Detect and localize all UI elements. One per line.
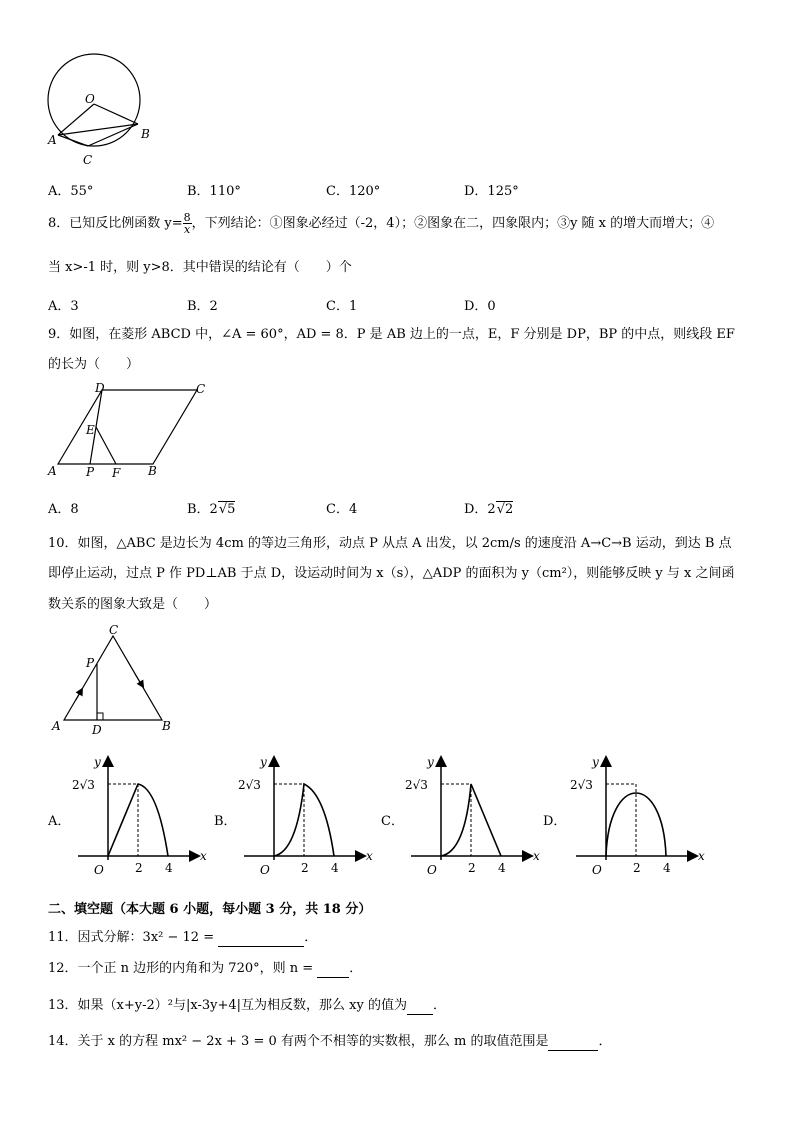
q8-prefix: 8．已知反比例函数 y= — [48, 216, 183, 231]
label-e: E — [86, 423, 95, 437]
q9-option-d-radical: √2 — [496, 502, 514, 517]
y-axis-label: y — [592, 755, 599, 769]
q9-option-d-label: D．2 — [464, 502, 496, 517]
q9-line1: 9．如图，在菱形 ABCD 中，∠A = 60°，AD = 8．P 是 AB 边上的一点，E，F 分别是 DP，BP 的中点，则线段 EF — [48, 327, 735, 342]
q9-line2: 的长为（ ） — [48, 357, 140, 372]
label-o: O — [85, 92, 95, 106]
label-f: F — [112, 466, 121, 480]
arrow-ac — [76, 691, 81, 700]
graph-a-label: A． — [48, 814, 71, 829]
triangle-figure — [48, 622, 188, 738]
label-p: P — [86, 465, 95, 479]
origin-label: O — [592, 863, 602, 877]
label-b: B — [148, 464, 157, 478]
section-title: 二、填空题（本大题 6 小题，每小题 3 分，共 18 分） — [48, 902, 372, 917]
q7-option-d: D．125° — [464, 184, 519, 199]
q8-rest: ，下列结论：①图象必经过（-2，4）；②图象在二，四象限内；③y 随 x 的增大而增大；④ — [191, 216, 715, 231]
x-tick-2: 2 — [135, 861, 143, 875]
q13-answer-blank — [407, 998, 433, 1015]
q8-denominator: x — [184, 223, 191, 236]
q14-end: ． — [598, 1034, 612, 1049]
label-c: C — [109, 623, 119, 637]
label-a: A — [48, 133, 57, 147]
q11-answer-blank — [218, 930, 304, 947]
q14 — [48, 1034, 612, 1051]
q12-answer-blank — [317, 961, 349, 978]
q11-text: 11．因式分解：3x² − 12 = — [48, 930, 219, 945]
segment-ob — [94, 104, 138, 124]
x-tick-4: 4 — [663, 861, 671, 875]
segment-ef — [96, 427, 116, 464]
q9-option-a: A．8 — [48, 502, 79, 517]
graph-d-label: D． — [543, 814, 567, 829]
y-axis-label: y — [94, 755, 101, 769]
q7-option-c: C．120° — [326, 184, 381, 199]
label-c: C — [83, 153, 93, 167]
q8-option-d: D．0 — [464, 299, 496, 314]
q10-line2: 即停止运动，过点 P 作 PD⊥AB 于点 D，设运动时间为 x（s），△ADP 的面积为 y（cm²），则能够反映 y 与 x 之间函 — [48, 566, 735, 581]
q13 — [48, 998, 446, 1015]
q9-option-d — [464, 498, 513, 517]
y-mark-label: 2√3 — [570, 778, 593, 792]
q9-option-b — [187, 498, 235, 517]
x-tick-2: 2 — [633, 861, 641, 875]
q8-line1 — [48, 212, 714, 235]
label-p: P — [86, 656, 95, 670]
x-tick-4: 4 — [498, 861, 506, 875]
rhombus-figure — [44, 378, 224, 480]
y-axis-label: y — [260, 755, 267, 769]
q12-text: 12．一个正 n 边形的内角和为 720°，则 n = — [48, 961, 318, 976]
label-b: B — [162, 719, 171, 733]
x-axis-label: x — [698, 849, 705, 863]
q8-option-c: C．1 — [326, 299, 358, 314]
label-d: D — [92, 723, 102, 737]
label-a: A — [52, 719, 61, 733]
x-tick-2: 2 — [301, 861, 309, 875]
y-mark-label: 2√3 — [405, 778, 428, 792]
label-a: A — [48, 464, 57, 478]
x-axis-label: x — [200, 849, 207, 863]
q11-end: ． — [304, 930, 318, 945]
graph-b — [230, 754, 380, 882]
arrow-cb — [135, 674, 142, 685]
q14-text: 14．关于 x 的方程 mx² − 2x + 3 = 0 有两个不相等的实数根，那么 m 的取值范围是 — [48, 1034, 549, 1049]
origin-label: O — [260, 863, 270, 877]
origin-label: O — [94, 863, 104, 877]
x-tick-2: 2 — [468, 861, 476, 875]
x-tick-4: 4 — [165, 861, 173, 875]
q9-option-b-label: B．2 — [187, 502, 218, 517]
graph-c-label: C． — [381, 814, 404, 829]
q13-end: ． — [432, 998, 446, 1013]
label-c: C — [196, 382, 206, 396]
q9-option-b-radicand: 5 — [227, 502, 236, 517]
q12 — [48, 961, 362, 978]
origin-label: O — [427, 863, 437, 877]
q9-option-d-radicand: 2 — [505, 502, 514, 517]
q12-end: ． — [349, 961, 363, 976]
label-d: D — [95, 381, 105, 395]
q8-fraction — [183, 212, 192, 235]
q8-option-b: B．2 — [187, 299, 218, 314]
q11 — [48, 930, 317, 947]
label-b: B — [141, 127, 150, 141]
y-mark-label: 2√3 — [72, 778, 95, 792]
q13-text: 13．如果（x+y-2）²与|x-3y+4|互为相反数，那么 xy 的值为 — [48, 998, 407, 1013]
q10-line1: 10．如图，△ABC 是边长为 4cm 的等边三角形，动点 P 从点 A 出发，以 2cm/s 的速度沿 A→C→B 运动，到达 B 点 — [48, 536, 732, 551]
y-axis-label: y — [427, 755, 434, 769]
graph-d — [562, 754, 712, 882]
x-axis-label: x — [533, 849, 540, 863]
triangle-abc — [64, 636, 162, 720]
q8-option-a: A．3 — [48, 299, 79, 314]
q14-answer-blank — [548, 1034, 598, 1051]
q9-option-b-radical: √5 — [218, 502, 236, 517]
q8-line2: 当 x>-1 时，则 y>8．其中错误的结论有（ ）个 — [48, 260, 352, 275]
rhombus-abcd — [58, 390, 197, 464]
q10-line3: 数关系的图象大致是（ ） — [48, 597, 218, 612]
q7-option-b: B．110° — [187, 184, 241, 199]
x-tick-4: 4 — [331, 861, 339, 875]
right-angle-mark — [97, 713, 103, 720]
q9-option-c: C．4 — [326, 502, 358, 517]
circle-figure — [40, 50, 160, 170]
y-mark-label: 2√3 — [238, 778, 261, 792]
x-axis-label: x — [366, 849, 373, 863]
q8-numerator: 8 — [183, 211, 191, 224]
graph-c — [397, 754, 547, 882]
graph-b-label: B． — [214, 814, 237, 829]
segment-ac — [58, 135, 88, 146]
q7-option-a: A．55° — [48, 184, 94, 199]
graph-a — [64, 754, 214, 882]
